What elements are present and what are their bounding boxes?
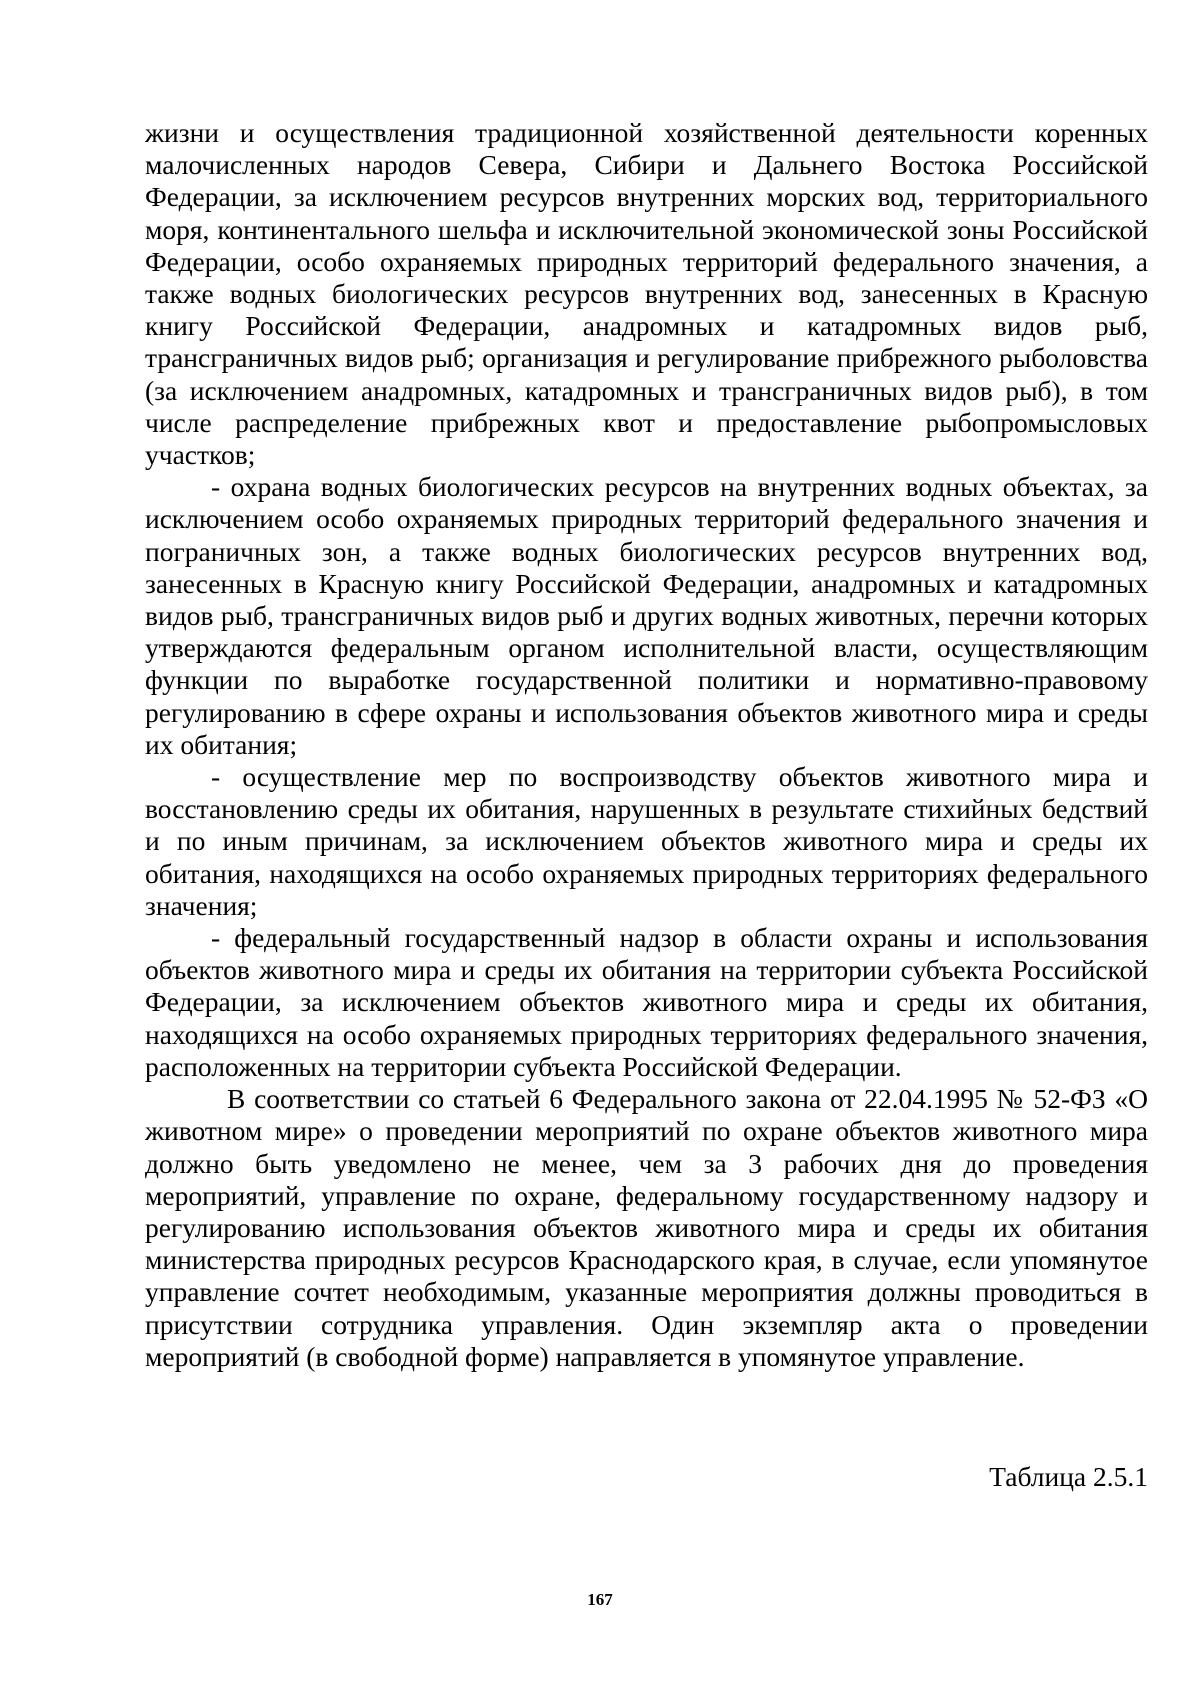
table-caption: Таблица 2.5.1	[989, 1461, 1148, 1492]
body-text	[145, 117, 1148, 1373]
paragraph-bullet-protection: - охрана водных биологических ресурсов на внутренних водных объектах, за исключением особо охраняемых природных территорий федерального значения и пограничных зон, а также водных биологических ресурсов внутренних вод, занесенных в Красную книгу Российской Федерации, анадромных и катадромных видов рыб, трансграничных видов рыб и других водных животных, перечни которых утверждаются федеральным органом исполнительной власти, осуществляющим функции по выработке государственной политики и нормативно-правовому регулированию в сфере охраны и использования объектов животного мира и среды их обитания;	[145, 471, 1148, 760]
paragraph-bullet-reproduction: - осуществление мер по воспроизводству объектов животного мира и восстановлению среды их обитания, нарушенных в результате стихийных бедствий и по иным причинам, за исключением объектов животного мира и среды их обитания, находящихся на особо охраняемых природных территориях федерального значения;	[145, 761, 1148, 921]
paragraph-law-reference: В соответствии со статьей 6 Федерального закона от 22.04.1995 № 52-ФЗ «О животном мире» о проведении мероприятий по охране объектов животного мира должно быть уведомлено не менее, чем за 3 рабочих дня до проведения мероприятий, управление по охране, федеральному государственному надзору и регулированию использования объектов животного мира и среды их обитания министерства природных ресурсов Краснодарского края, в случае, если упомянутое управление сочтет необходимым, указанные мероприятия должны проводиться в присутствии сотрудника управления. Один экземпляр акта о проведении мероприятий (в свободной форме) направляется в упомянутое управление.	[145, 1083, 1148, 1372]
paragraph-bullet-supervision: - федеральный государственный надзор в области охраны и использования объектов животного мира и среды их обитания на территории субъекта Российской Федерации, за исключением объектов животного мира и среды их обитания, находящихся на особо охраняемых природных территориях федерального значения, расположенных на территории субъекта Российской Федерации.	[145, 922, 1148, 1082]
page-number: 167	[587, 1590, 613, 1609]
paragraph-continued: жизни и осуществления традиционной хозяйственной деятельности коренных малочисленных народов Севера, Сибири и Дальнего Востока Российской Федерации, за исключением ресурсов внутренних морских вод, территориального моря, континентального шельфа и исключительной экономической зоны Российской Федерации, особо охраняемых природных территорий федерального значения, а также водных биологических ресурсов внутренних вод, занесенных в Красную книгу Российской Федерации, анадромных и катадромных видов рыб, трансграничных видов рыб; организация и регулирование прибрежного рыболовства (за исключением анадромных, катадромных и трансграничных видов рыб), в том числе распределение прибрежных квот и предоставление рыбопромысловых участков;	[145, 117, 1148, 471]
